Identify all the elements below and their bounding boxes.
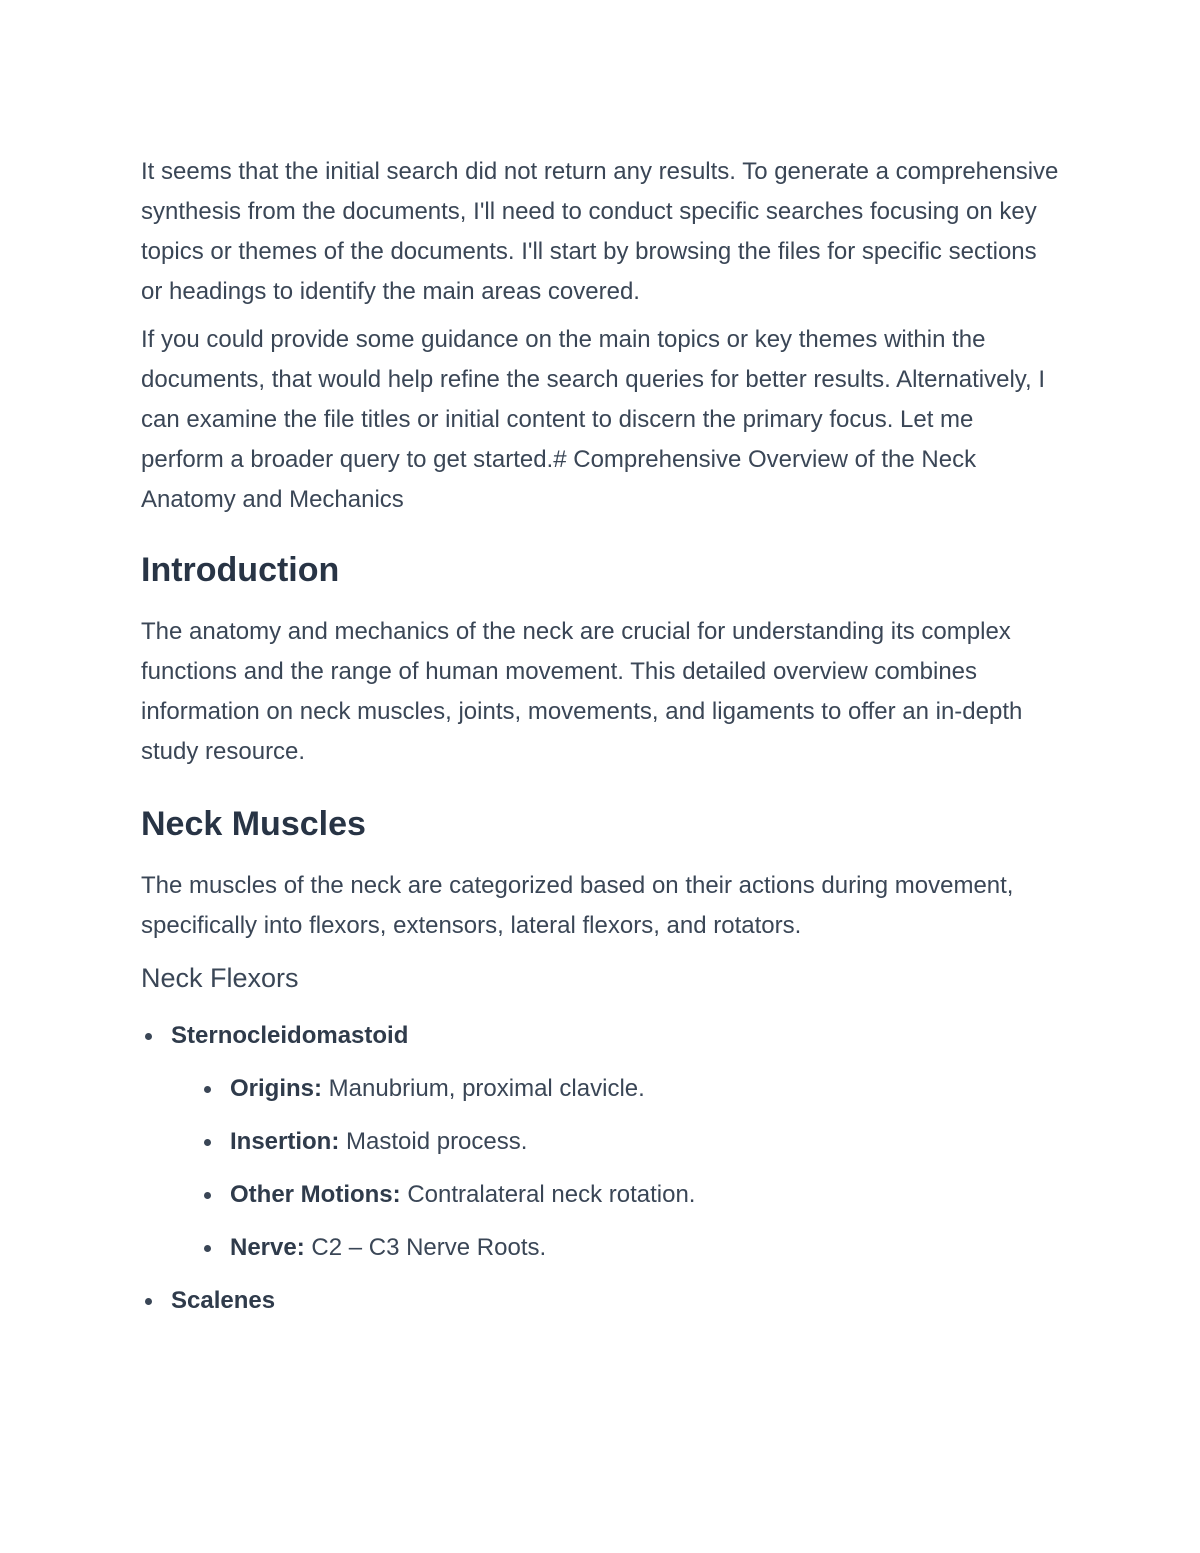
detail-item-insertion	[200, 1122, 1061, 1162]
detail-value: Manubrium, proximal clavicle.	[322, 1075, 645, 1102]
detail-item-origins	[200, 1069, 1061, 1109]
neck-flexors-subheading: Neck Flexors	[141, 963, 299, 993]
neck-flexors-list	[141, 1016, 1061, 1321]
list-item-sternocleidomastoid	[141, 1016, 1061, 1268]
detail-label: Origins:	[230, 1075, 323, 1102]
list-item-scalenes	[141, 1281, 1061, 1321]
muscle-name: Sternocleidomastoid	[171, 1022, 409, 1049]
detail-label: Insertion:	[230, 1128, 340, 1155]
bullet-icon	[145, 1298, 152, 1305]
bullet-icon	[204, 1086, 211, 1093]
bullet-icon	[204, 1139, 211, 1146]
intro-paragraph-2: If you could provide some guidance on the main topics or key themes within the documents, that would help refine the search queries for better results. Alternatively, I can examine the file titles or initial content to discern the primary focus. Let me perform a broader query to get started.# Comprehensive Overview of the Neck Anatomy and Mechanics	[141, 326, 1046, 513]
document-page	[141, 152, 1061, 1334]
neck-muscles-heading: Neck Muscles	[141, 805, 366, 843]
detail-value: C2 – C3 Nerve Roots.	[304, 1234, 547, 1261]
bullet-icon	[145, 1033, 152, 1040]
muscle-name: Scalenes	[171, 1287, 276, 1314]
intro-paragraph-1: It seems that the initial search did not return any results. To generate a comprehensive synthesis from the documents, I'll need to conduct specific searches focusing on key topics or themes of the documents. I'll start by browsing the files for specific sections or headings to identify the main areas covered.	[141, 158, 1059, 305]
detail-item-nerve	[200, 1228, 1061, 1268]
detail-label: Nerve:	[230, 1234, 305, 1261]
bullet-icon	[204, 1245, 211, 1252]
bullet-icon	[204, 1192, 211, 1199]
introduction-text: The anatomy and mechanics of the neck are crucial for understanding its complex functions and the range of human movement. This detailed overview combines information on neck muscles, joints, movements, and ligaments to offer an in-depth study resource.	[141, 618, 1023, 765]
introduction-heading: Introduction	[141, 551, 340, 589]
detail-item-other-motions	[200, 1175, 1061, 1215]
detail-value: Contralateral neck rotation.	[400, 1181, 696, 1208]
detail-label: Other Motions:	[230, 1181, 401, 1208]
neck-muscles-text: The muscles of the neck are categorized based on their actions during movement, specifically into flexors, extensors, lateral flexors, and rotators.	[141, 872, 1014, 939]
detail-value: Mastoid process.	[339, 1128, 528, 1155]
muscle-details-list	[171, 1069, 1061, 1268]
